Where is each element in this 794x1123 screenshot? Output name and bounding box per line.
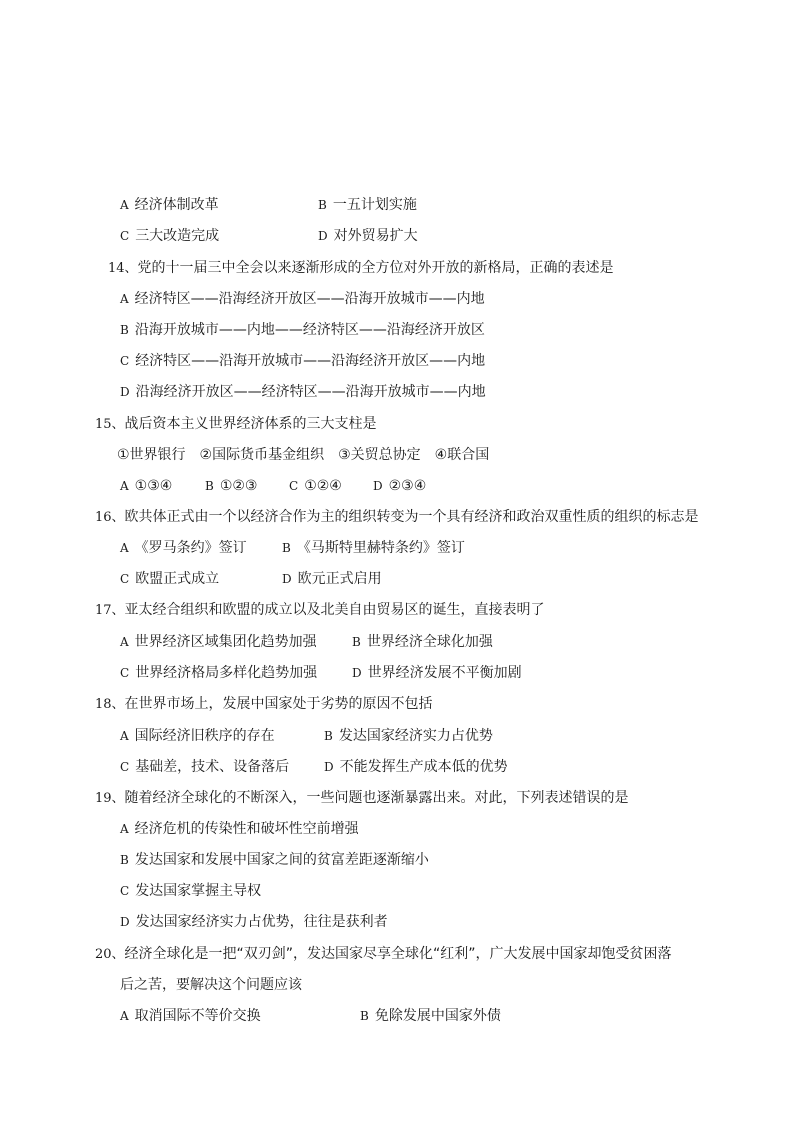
option-letter: C bbox=[120, 229, 130, 243]
option-text: 国际经济旧秩序的存在 bbox=[134, 728, 275, 744]
option-text: 世界经济格局多样化趋势加强 bbox=[135, 665, 318, 681]
question-number: 14、 bbox=[108, 261, 138, 276]
option-letter: B bbox=[352, 635, 361, 649]
q18-option-b bbox=[324, 727, 493, 745]
option-letter: A bbox=[120, 729, 129, 743]
option-letter: D bbox=[120, 915, 130, 929]
q14-option-b bbox=[120, 321, 485, 339]
q15-items: ①世界银行 ②国际货币基金组织 ③关贸总协定 ④联合国 bbox=[117, 447, 490, 463]
option-text: ①②④ bbox=[304, 478, 342, 494]
q17-option-d bbox=[352, 664, 522, 682]
option-text: 沿海经济开放区——经济特区——沿海开放城市——内地 bbox=[135, 384, 486, 400]
option-text: 不能发挥生产成本低的优势 bbox=[339, 759, 508, 775]
q19-option-a bbox=[120, 820, 359, 838]
question-text: 党的十一届三中全会以来逐渐形成的全方位对外开放的新格局，正确的表述是 bbox=[137, 260, 614, 276]
q18-stem bbox=[95, 695, 433, 714]
option-text: 沿海开放城市——内地——经济特区——沿海经济开放区 bbox=[134, 322, 485, 338]
option-text: ②③④ bbox=[388, 478, 427, 494]
option-letter: B bbox=[324, 729, 333, 743]
q20-option-a bbox=[120, 1007, 261, 1025]
option-text: 《马斯特里赫特条约》签订 bbox=[296, 540, 465, 556]
q15-option-a bbox=[120, 477, 172, 495]
q17-stem bbox=[95, 601, 545, 620]
question-text: 欧共体正式由一个以经济合作为主的组织转变为一个具有经济和政治双重性质的组织的标志是 bbox=[124, 509, 699, 525]
q14-stem bbox=[108, 259, 614, 278]
question-number: 16、 bbox=[95, 510, 125, 525]
q16-option-a bbox=[120, 539, 247, 557]
option-letter: B bbox=[360, 1009, 369, 1023]
q19-option-b bbox=[120, 851, 429, 869]
q20-stem bbox=[95, 945, 672, 964]
question-text: 在世界市场上，发展中国家处于劣势的原因不包括 bbox=[124, 696, 433, 712]
option-letter: A bbox=[120, 198, 129, 212]
q19-option-d bbox=[120, 913, 388, 931]
option-text: 发达国家掌握主导权 bbox=[135, 883, 262, 899]
option-text: 取消国际不等价交换 bbox=[134, 1008, 261, 1024]
q20-option-b bbox=[360, 1007, 501, 1025]
option-letter: B bbox=[318, 198, 327, 212]
question-text: 经济全球化是一把“双刃剑”，发达国家尽享全球化“红利”，广大发展中国家却饱受贫困落 bbox=[124, 946, 672, 962]
option-text: 发达国家经济实力占优势，往往是获利者 bbox=[135, 914, 388, 930]
q17-option-b bbox=[352, 633, 493, 651]
option-text: 《罗马条约》签订 bbox=[134, 540, 247, 556]
option-letter: C bbox=[120, 760, 130, 774]
question-text: 亚太经合组织和欧盟的成立以及北美自由贸易区的诞生，直接表明了 bbox=[124, 602, 545, 618]
option-letter: A bbox=[120, 292, 129, 306]
option-letter: D bbox=[373, 479, 383, 493]
q18-option-c bbox=[120, 758, 289, 776]
option-text: 三大改造完成 bbox=[135, 228, 220, 244]
question-number: 17、 bbox=[95, 603, 125, 618]
option-letter: D bbox=[324, 760, 334, 774]
q17-option-c bbox=[120, 664, 317, 682]
option-letter: D bbox=[120, 385, 130, 399]
option-text: 欧盟正式成立 bbox=[135, 571, 220, 587]
option-letter: C bbox=[120, 354, 130, 368]
option-text: ①③④ bbox=[134, 478, 173, 494]
question-number: 19、 bbox=[95, 791, 125, 806]
q18-option-d bbox=[324, 758, 508, 776]
option-text: 发达国家经济实力占优势 bbox=[338, 728, 493, 744]
q18-option-a bbox=[120, 727, 275, 745]
option-letter: C bbox=[120, 884, 130, 898]
option-text: 一五计划实施 bbox=[332, 197, 417, 213]
option-text: 世界经济全球化加强 bbox=[366, 634, 493, 650]
option-letter: C bbox=[289, 479, 299, 493]
option-letter: D bbox=[352, 666, 362, 680]
question-text: 随着经济全球化的不断深入，一些问题也逐渐暴露出来。对此，下列表述错误的是 bbox=[124, 790, 629, 806]
q13-option-c bbox=[120, 227, 219, 245]
q13-option-d bbox=[318, 227, 418, 245]
option-letter: B bbox=[205, 479, 214, 493]
q17-option-a bbox=[120, 633, 317, 651]
option-letter: A bbox=[120, 541, 129, 555]
question-number: 18、 bbox=[95, 697, 125, 712]
q19-option-c bbox=[120, 882, 261, 900]
question-number: 20、 bbox=[95, 947, 125, 962]
option-text: 经济特区——沿海经济开放区——沿海开放城市——内地 bbox=[134, 291, 485, 307]
q16-option-d bbox=[282, 570, 382, 588]
option-letter: D bbox=[282, 572, 292, 586]
option-text: 发达国家和发展中国家之间的贫富差距逐渐缩小 bbox=[134, 852, 429, 868]
option-text: 欧元正式启用 bbox=[297, 571, 382, 587]
question-number: 15、 bbox=[95, 417, 125, 432]
option-text: 免除发展中国家外债 bbox=[374, 1008, 501, 1024]
q13-option-a bbox=[120, 196, 219, 214]
q16-option-b bbox=[282, 539, 465, 557]
q20-stem-continued: 后之苦，要解决这个问题应该 bbox=[120, 977, 302, 993]
option-letter: B bbox=[120, 853, 129, 867]
q13-option-b bbox=[318, 196, 417, 214]
q14-option-a bbox=[120, 290, 485, 308]
option-letter: A bbox=[120, 635, 129, 649]
option-text: 经济体制改革 bbox=[134, 197, 219, 213]
q15-option-c bbox=[289, 477, 342, 495]
option-text: 对外贸易扩大 bbox=[333, 228, 418, 244]
question-text: 战后资本主义世界经济体系的三大支柱是 bbox=[124, 416, 377, 432]
option-letter: B bbox=[282, 541, 291, 555]
option-text: 世界经济区域集团化趋势加强 bbox=[134, 634, 317, 650]
q14-option-d bbox=[120, 383, 486, 401]
q15-option-d bbox=[373, 477, 426, 495]
q15-option-b bbox=[205, 477, 257, 495]
option-letter: A bbox=[120, 479, 129, 493]
option-text: 经济特区——沿海开放城市——沿海经济开放区——内地 bbox=[135, 353, 486, 369]
q15-stem bbox=[95, 415, 377, 434]
option-text: 世界经济发展不平衡加剧 bbox=[367, 665, 522, 681]
q16-option-c bbox=[120, 570, 219, 588]
option-text: 经济危机的传染性和破坏性空前增强 bbox=[134, 821, 359, 837]
option-letter: A bbox=[120, 1009, 129, 1023]
option-letter: B bbox=[120, 323, 129, 337]
option-letter: A bbox=[120, 822, 129, 836]
option-letter: D bbox=[318, 229, 328, 243]
option-letter: C bbox=[120, 572, 130, 586]
option-text: ①②③ bbox=[219, 478, 258, 494]
q19-stem bbox=[95, 789, 629, 808]
option-letter: C bbox=[120, 666, 130, 680]
q14-option-c bbox=[120, 352, 485, 370]
q16-stem bbox=[95, 508, 699, 527]
option-text: 基础差，技术、设备落后 bbox=[135, 759, 290, 775]
